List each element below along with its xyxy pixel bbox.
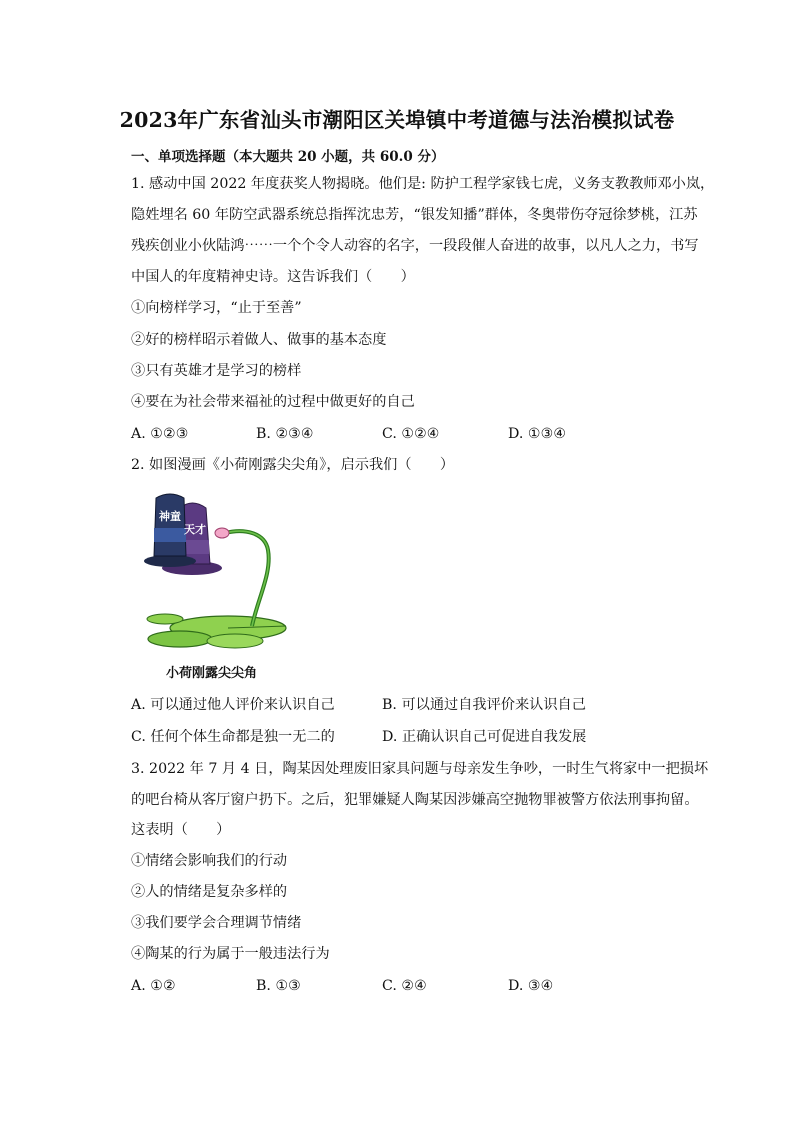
q2-option-b: B. 可以通过自我评价来认识自己 [382, 697, 586, 713]
q3-item-2: ②人的情绪是复杂多样的 [131, 884, 288, 900]
section-heading: 一、单项选择题（本大题共 20 小题，共 60.0 分） [131, 149, 445, 165]
q2-option-a: A. 可以通过他人评价来认识自己 [131, 697, 335, 713]
q1-option-b: B. ②③④ [256, 426, 314, 442]
hat-label-shentong: 神童 [159, 510, 181, 523]
q3-stem-line-2: 的吧台椅从客厅窗户扔下。之后，犯罪嫌疑人陶某因涉嫌高空抛物罪被警方依法刑事拘留。 [131, 792, 699, 808]
q1-option-d: D. ①③④ [508, 426, 567, 442]
hat-label-tiancai: 天才 [184, 523, 206, 536]
q3-stem-line-1: 3. 2022 年 7 月 4 日，陶某因处理废旧家具问题与母亲发生争吵，一时生气将家中一把损坏 [131, 761, 709, 777]
q3-option-c: C. ②④ [382, 978, 427, 994]
q2-stem: 2. 如图漫画《小荷刚露尖尖角》，启示我们（ ） [131, 457, 455, 473]
q1-item-2: ②好的榜样昭示着做人、做事的基本态度 [131, 332, 387, 348]
q3-option-a: A. ①② [131, 978, 176, 994]
q3-option-d: D. ③④ [508, 978, 554, 994]
q1-stem-line-4: 中国人的年度精神史诗。这告诉我们（ ） [131, 269, 415, 285]
q2-option-d: D. 正确认识自己可促进自我发展 [382, 729, 587, 745]
page-title: 2023年广东省汕头市潮阳区关埠镇中考道德与法治模拟试卷 [119, 108, 675, 132]
q3-option-b: B. ①③ [256, 978, 301, 994]
q3-item-3: ③我们要学会合理调节情绪 [131, 915, 302, 931]
q1-stem-line-1: 1. 感动中国 2022 年度获奖人物揭晓。他们是: 防护工程学家钱七虎，义务支教教师邓小岚， [131, 176, 715, 192]
q1-item-3: ③只有英雄才是学习的榜样 [131, 363, 302, 379]
q1-item-4: ④要在为社会带来福祉的过程中做更好的自己 [131, 394, 415, 410]
figure-caption: 小荷刚露尖尖角 [166, 666, 258, 681]
q3-stem-line-3: 这表明（ ） [131, 822, 231, 838]
q3-item-4: ④陶某的行为属于一般违法行为 [131, 946, 330, 962]
q1-stem-line-3: 残疾创业小伙陆鸿⋯⋯一个个令人动容的名字，一段段催人奋进的故事，以凡人之力，书写 [131, 238, 699, 254]
q1-option-c: C. ①②④ [382, 426, 440, 442]
q3-item-1: ①情绪会影响我们的行动 [131, 853, 288, 869]
cartoon-lotus-image [140, 488, 290, 653]
q2-option-c: C. 任何个体生命都是独一无二的 [131, 729, 335, 745]
q1-stem-line-2: 隐姓埋名 60 年防空武器系统总指挥沈忠芳，“银发知播”群体，冬奥带伤夺冠徐梦桃，江苏 [131, 207, 698, 223]
q1-item-1: ①向榜样学习，“止于至善” [131, 300, 302, 316]
q1-option-a: A. ①②③ [131, 426, 189, 442]
